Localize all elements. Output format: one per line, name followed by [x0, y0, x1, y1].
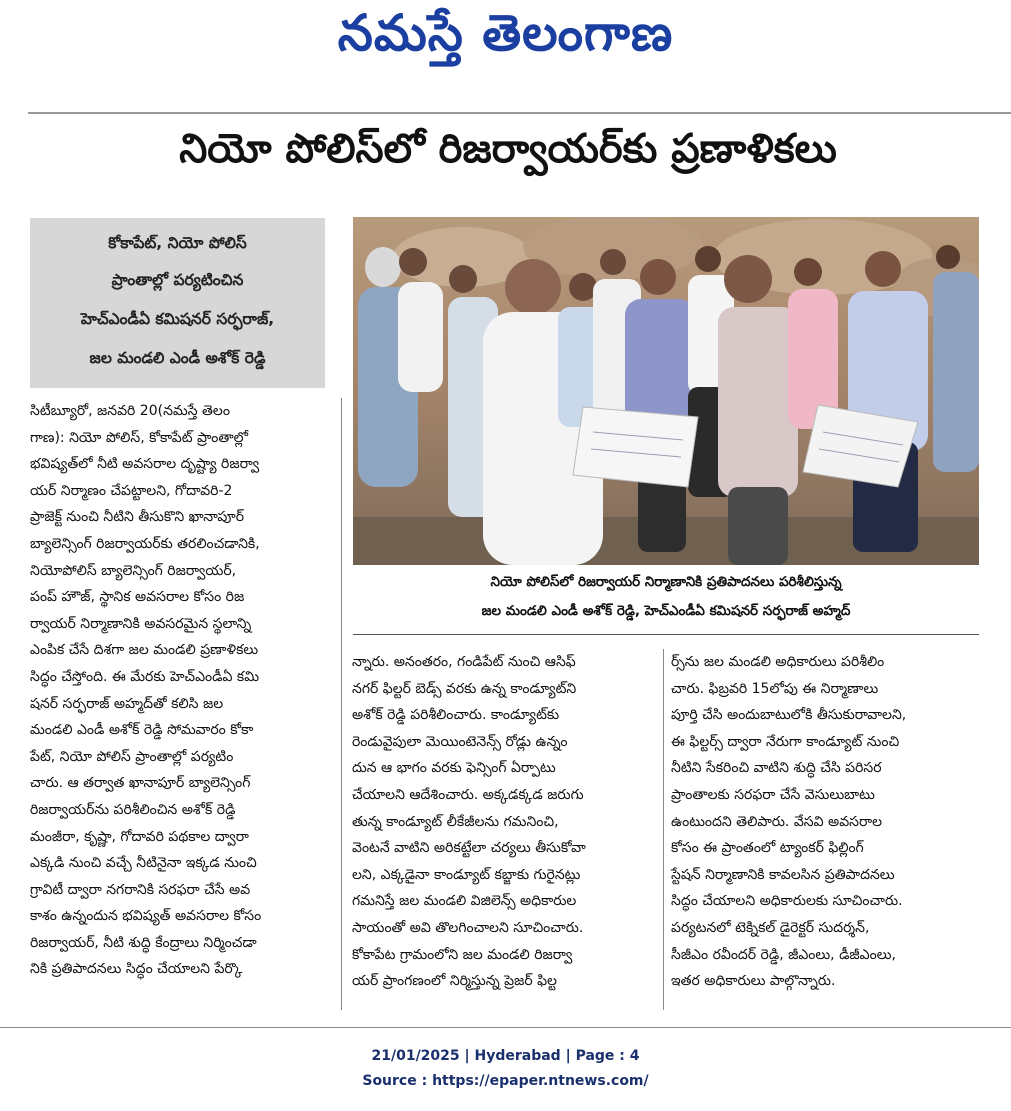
body-line: చేయాలని ఆదేశించారు. అక్కడక్కడ జరుగు: [352, 786, 584, 803]
body-line: భవిష్యత్‌లో నీటి అవసరాల దృష్ట్యా రిజర్వా: [30, 456, 260, 473]
subhead-line: హెచ్‌ఎండీఏ కమిషనర్ సర్ఫరాజ్,: [80, 310, 275, 328]
body-line: సీజీఎం రవీందర్ రెడ్డి, జీఎంలు, డీజీఎంలు,: [671, 946, 896, 963]
body-line: తున్న కాండ్యూట్ లీకేజీలను గమనించి,: [352, 813, 559, 830]
body-line: నీటిని సేకరించి వాటిని శుద్ధి చేసి పరిసర: [671, 760, 882, 777]
body-line: గాణ): నియో పోలిస్, కోకాపేట్ ప్రాంతాల్లో: [30, 429, 249, 446]
photo-caption-line: జల మండలి ఎండీ అశోక్ రెడ్డి, హెచ్‌ఎండీఏ కమిషనర్ సర్ఫరాజ్ అహ్మద్: [481, 603, 851, 619]
body-line: రిజర్వాయర్, నీటి శుద్ధి కేంద్రాలు నిర్మించడా: [30, 934, 257, 951]
body-line: చారు. ఆ తర్వాత ఖానాపూర్ బ్యాలెన్సింగ్: [30, 775, 251, 792]
body-line: సాయంతో అవి తొలగించాలని సూచించారు.: [352, 919, 584, 936]
article-column-3: [671, 649, 976, 995]
body-line: దున ఆ భాగం వరకు ఫెన్సింగ్ ఏర్పాటు: [352, 760, 556, 777]
footer-date-line: 21/01/2025 | Hyderabad | Page : 4: [371, 1048, 640, 1064]
body-line: నగర్ ఫిల్టర్ బెడ్స్ వరకు ఉన్న కాండ్యూట్‌ని: [352, 680, 577, 697]
body-line: మండలి ఎండీ అశోక్ రెడ్డి సోమవారం కోకా: [30, 722, 254, 739]
body-line: చారు. ఫిబ్రవరి 15లోపు ఈ నిర్మాణాలు: [671, 680, 879, 697]
column-divider: [341, 398, 342, 1010]
body-line: వెంటనే వాటిని అరికట్టేలా చర్యలు తీసుకోవా: [352, 840, 586, 857]
column-divider: [663, 649, 664, 1010]
body-line: పేట్, నియో పోలిస్ ప్రాంతాల్లో పర్యటిం: [30, 748, 234, 765]
body-line: ఎంపిక చేసే దిశగా జల మండలి ప్రణాళికలు: [30, 642, 259, 659]
body-line: పంప్ హౌజ్, స్థానిక అవసరాల కోసం రిజ: [30, 589, 245, 606]
caption-rule: [353, 634, 979, 635]
subhead-box: [30, 218, 325, 388]
body-line: ఈ ఫిల్టర్స్ ద్వారా నేరుగా కాండ్యూట్ నుంచి: [671, 733, 900, 750]
body-line: సిద్ధం చేస్తోంది. ఈ మేరకు హెచ్‌ఎండీఏ కమి: [30, 668, 260, 685]
body-line: నియోపోలిస్ బ్యాలెన్సింగ్ రిజర్వాయర్,: [30, 562, 237, 579]
body-line: అశోక్ రెడ్డి పరిశీలించారు. కాండ్యూట్‌కు: [352, 707, 560, 724]
body-line: రిజర్వాయర్‌ను పరిశీలించిన అశోక్ రెడ్డి: [30, 801, 236, 818]
body-line: లని, ఎక్కడైనా కాండ్యూట్ కబ్జాకు గురైనట్లు: [352, 866, 581, 883]
footer-source-line: Source : https://epaper.ntnews.com/: [362, 1073, 649, 1089]
body-line: ప్రాంతాలకు సరఫరా చేసే వెసులుబాటు: [671, 786, 875, 803]
bottom-rule: [0, 1027, 1011, 1028]
article-column-1: [30, 398, 335, 983]
body-line: ఉంటుందని తెలిపారు. వేసవి అవసరాల: [671, 813, 883, 830]
body-line: కోకాపేట గ్రామంలోని జల మండలి రిజర్వా: [352, 946, 573, 963]
subhead-line: జల మండలి ఎండీ అశోక్ రెడ్డి: [89, 349, 266, 367]
article-headline: నియో పోలిస్‌లో రిజర్వాయర్‌కు ప్రణాళికలు: [179, 126, 837, 172]
body-line: యర్ నిర్మాణం చేపట్టాలని, గోదావరి-2: [30, 482, 233, 499]
body-line: ఎక్కడి నుంచి వచ్చే నీటినైనా ఇక్కడ నుంచి: [30, 855, 257, 872]
body-line: పర్యటనలో టెక్నికల్ డైరెక్టర్ సుదర్శన్,: [671, 919, 870, 936]
body-line: నికి ప్రతిపాదనలు సిద్ధం చేయాలని పేర్కొ: [30, 961, 243, 978]
masthead: [0, 0, 1011, 88]
body-line: ప్రాజెక్ట్ నుంచి నీటిని తీసుకొని ఖానాపూర్: [30, 509, 245, 526]
body-line: సిద్ధం చేయాలని అధికారులకు సూచించారు.: [671, 893, 903, 910]
body-line: సిటీబ్యూరో, జనవరి 20(నమస్తే తెలం: [30, 403, 230, 419]
photo-caption-line: నియో పోలిస్‌లో రిజర్వాయర్ నిర్మాణానికి ప్రతిపాదనలు పరిశీలిస్తున్న: [490, 574, 842, 590]
body-line: ర్స్‌ను జల మండలి అధికారులు పరిశీలిం: [671, 654, 885, 670]
body-line: షనర్ సర్ఫరాజ్ అహ్మద్‌తో కలిసి జల: [30, 695, 224, 712]
news-photo: [353, 217, 979, 565]
masthead-logo: నమస్తే తెలంగాణ: [337, 4, 674, 62]
body-line: కాశం ఉన్నందున భవిష్యత్ అవసరాల కోసం: [30, 908, 262, 925]
body-line: పూర్తి చేసి అందుబాటులోకి తీసుకురావాలని,: [671, 707, 907, 724]
body-line: ర్వాయర్ నిర్మాణానికి అవసరమైన స్థలాన్ని: [30, 615, 252, 632]
top-rule: [28, 112, 1011, 114]
body-line: గమనిస్తే జల మండలి విజిలెన్స్ అధికారుల: [352, 893, 577, 910]
body-line: బ్యాలెన్సింగ్ రిజర్వాయర్‌కు తరలించడానికి,: [30, 535, 260, 552]
body-line: న్నారు. అనంతరం, గండిపేట్ నుంచి ఆసిఫ్: [352, 654, 576, 670]
body-line: గ్రావిటీ ద్వారా నగరానికి సరఫరా చేసే అవ: [30, 881, 251, 898]
article-column-2: [352, 649, 657, 995]
body-line: కోసం ఈ ప్రాంతంలో ట్యాంకర్ ఫిల్లింగ్: [671, 840, 864, 857]
body-line: రెండువైపులా మెయింటెనెన్స్ రోడ్లు ఉన్నం: [352, 733, 568, 750]
body-line: ఇతర అధికారులు పాల్గొన్నారు.: [671, 973, 836, 990]
subhead-line: కోకాపేట్, నియో పోలిస్: [108, 234, 247, 252]
photo-illustration: [353, 217, 979, 565]
body-line: మంజీరా, కృష్ణా, గోదావరి పథకాల ద్వారా: [30, 828, 249, 845]
subhead-line: ప్రాంతాల్లో పర్యటించిన: [111, 271, 244, 289]
body-line: స్టేషన్ నిర్మాణానికి కావలసిన ప్రతిపాదనలు: [671, 866, 895, 883]
body-line: యర్ ప్రాంగణంలో నిర్మిస్తున్న ప్రెజర్ ఫిల్ట: [352, 973, 557, 990]
